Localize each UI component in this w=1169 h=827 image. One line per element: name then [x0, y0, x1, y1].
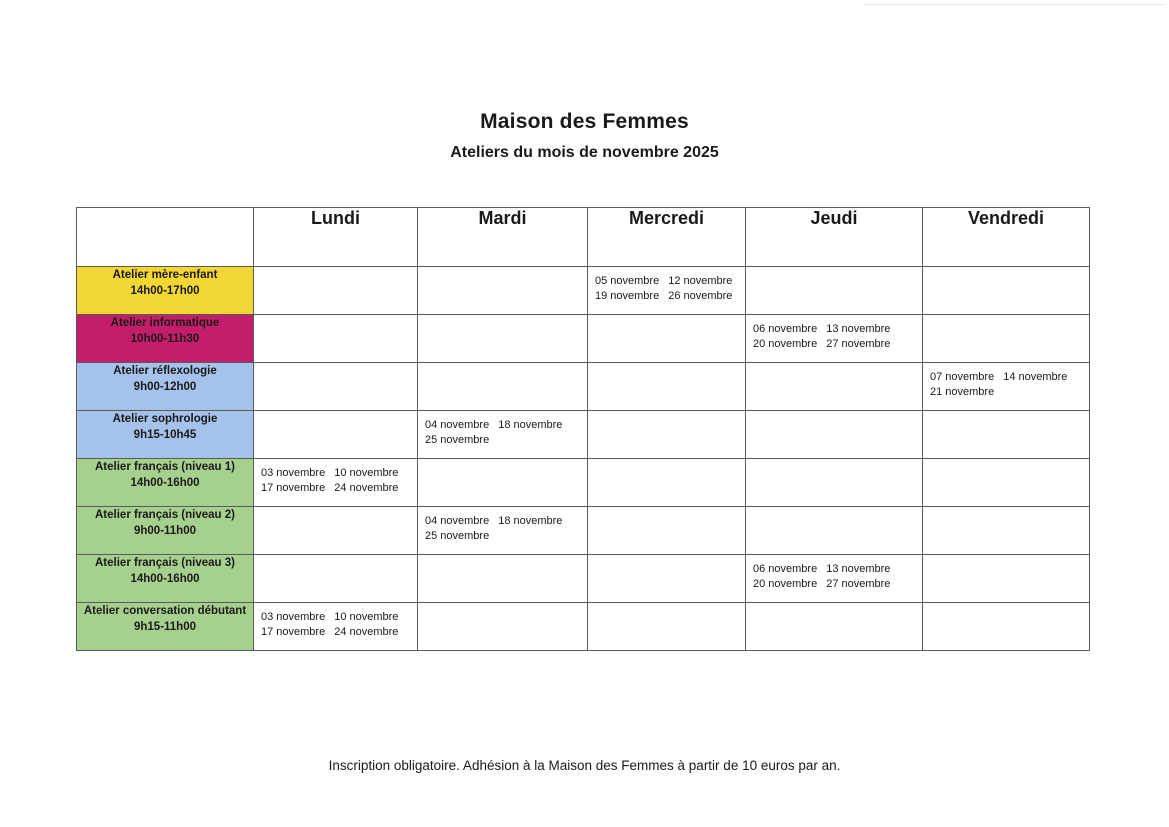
schedule-cell — [254, 411, 418, 459]
workshop-name: Atelier français (niveau 2) — [95, 509, 235, 521]
schedule-cell — [923, 363, 1090, 411]
workshop-time: 9h00-12h00 — [133, 381, 197, 393]
session-date: 21 novembre — [930, 386, 995, 398]
session-date: 06 novembre — [753, 563, 818, 575]
day-header-vendredi: Vendredi — [923, 208, 1090, 267]
session-dates — [746, 555, 922, 592]
session-date: 10 novembre — [334, 611, 399, 623]
session-date: 20 novembre — [753, 338, 818, 350]
day-header-jeudi: Jeudi — [746, 208, 923, 267]
schedule-cell — [923, 555, 1090, 603]
workshop-time: 14h00-16h00 — [130, 573, 200, 585]
session-date: 25 novembre — [425, 530, 490, 542]
session-date: 18 novembre — [498, 419, 563, 431]
session-dates — [254, 603, 417, 640]
schedule-cell — [254, 459, 418, 507]
schedule-cell — [746, 363, 923, 411]
workshop-name: Atelier français (niveau 3) — [95, 557, 235, 569]
schedule-cell — [418, 555, 588, 603]
session-dates — [923, 363, 1089, 400]
day-header-mardi: Mardi — [418, 208, 588, 267]
workshop-row — [77, 363, 1090, 411]
schedule-cell — [418, 267, 588, 315]
session-date: 20 novembre — [753, 578, 818, 590]
workshop-schedule-table — [76, 207, 1090, 651]
schedule-cell — [254, 603, 418, 651]
workshop-name: Atelier français (niveau 1) — [95, 461, 235, 473]
session-date: 03 novembre — [261, 467, 326, 479]
workshop-row — [77, 603, 1090, 651]
session-date: 05 novembre — [595, 275, 660, 287]
workshop-row — [77, 507, 1090, 555]
schedule-cell — [746, 411, 923, 459]
schedule-cell — [418, 603, 588, 651]
workshop-name: Atelier informatique — [110, 317, 220, 329]
session-date: 24 novembre — [334, 626, 399, 638]
workshop-label — [77, 555, 254, 603]
schedule-cell — [588, 603, 746, 651]
workshop-row — [77, 315, 1090, 363]
page-subtitle: Ateliers du mois de novembre 2025 — [450, 144, 719, 161]
session-dates — [746, 315, 922, 352]
session-date: 06 novembre — [753, 323, 818, 335]
day-header-lundi: Lundi — [254, 208, 418, 267]
session-date: 13 novembre — [826, 323, 891, 335]
session-date: 26 novembre — [668, 290, 733, 302]
schedule-cell — [588, 555, 746, 603]
schedule-cell — [746, 507, 923, 555]
workshop-name: Atelier sophrologie — [112, 413, 218, 425]
session-date: 14 novembre — [1003, 371, 1068, 383]
workshop-time: 9h00-11h00 — [133, 525, 196, 537]
session-date: 27 novembre — [826, 338, 891, 350]
schedule-cell — [923, 267, 1090, 315]
session-dates — [418, 411, 587, 448]
session-date: 18 novembre — [498, 515, 563, 527]
schedule-cell — [746, 459, 923, 507]
day-header-mercredi: Mercredi — [588, 208, 746, 267]
session-date: 17 novembre — [261, 626, 326, 638]
session-date: 24 novembre — [334, 482, 399, 494]
session-date: 04 novembre — [425, 419, 490, 431]
schedule-cell — [746, 315, 923, 363]
session-date: 13 novembre — [826, 563, 891, 575]
session-date: 19 novembre — [595, 290, 660, 302]
workshop-time: 14h00-17h00 — [130, 285, 200, 297]
session-dates — [418, 507, 587, 544]
corner-cell — [77, 208, 254, 267]
session-dates — [254, 459, 417, 496]
schedule-cell — [923, 315, 1090, 363]
schedule-body — [77, 267, 1090, 651]
session-date: 07 novembre — [930, 371, 995, 383]
workshop-label — [77, 315, 254, 363]
schedule-cell — [923, 507, 1090, 555]
schedule-cell — [588, 507, 746, 555]
schedule-cell — [746, 555, 923, 603]
session-date: 04 novembre — [425, 515, 490, 527]
schedule-cell — [254, 363, 418, 411]
schedule-cell — [418, 459, 588, 507]
workshop-label — [77, 507, 254, 555]
page-title: Maison des Femmes — [480, 110, 689, 133]
workshop-label — [77, 267, 254, 315]
session-date: 25 novembre — [425, 434, 490, 446]
workshop-row — [77, 459, 1090, 507]
workshop-time: 9h15-10h45 — [133, 429, 197, 441]
schedule-cell — [588, 411, 746, 459]
schedule-cell — [588, 267, 746, 315]
schedule-cell — [418, 411, 588, 459]
schedule-cell — [923, 603, 1090, 651]
session-dates — [588, 267, 745, 304]
schedule-cell — [254, 507, 418, 555]
schedule-cell — [923, 411, 1090, 459]
workshop-name: Atelier conversation débutant — [83, 605, 247, 617]
workshop-time: 14h00-16h00 — [130, 477, 200, 489]
schedule-cell — [588, 363, 746, 411]
footer-note: Inscription obligatoire. Adhésion à la Maison des Femmes à partir de 10 euros par an. — [328, 758, 841, 773]
workshop-row — [77, 267, 1090, 315]
schedule-cell — [418, 315, 588, 363]
workshop-name: Atelier mère-enfant — [112, 269, 218, 281]
schedule-cell — [588, 315, 746, 363]
schedule-cell — [254, 315, 418, 363]
workshop-label — [77, 603, 254, 651]
schedule-cell — [746, 267, 923, 315]
workshop-row — [77, 555, 1090, 603]
workshop-row — [77, 411, 1090, 459]
session-date: 03 novembre — [261, 611, 326, 623]
workshop-time: 10h00-11h30 — [130, 333, 200, 345]
schedule-cell — [588, 459, 746, 507]
workshop-name: Atelier réflexologie — [113, 365, 217, 377]
schedule-cell — [254, 555, 418, 603]
schedule-cell — [418, 363, 588, 411]
workshop-label — [77, 363, 254, 411]
schedule-cell — [923, 459, 1090, 507]
day-header-row — [77, 208, 1090, 267]
session-date: 27 novembre — [826, 578, 891, 590]
workshop-label — [77, 411, 254, 459]
schedule-cell — [254, 267, 418, 315]
session-date: 12 novembre — [668, 275, 733, 287]
session-date: 10 novembre — [334, 467, 399, 479]
session-date: 17 novembre — [261, 482, 326, 494]
workshop-label — [77, 459, 254, 507]
schedule-cell — [418, 507, 588, 555]
scan-artifact-line — [865, 4, 1165, 5]
workshop-time: 9h15-11h00 — [133, 621, 196, 633]
schedule-cell — [746, 603, 923, 651]
